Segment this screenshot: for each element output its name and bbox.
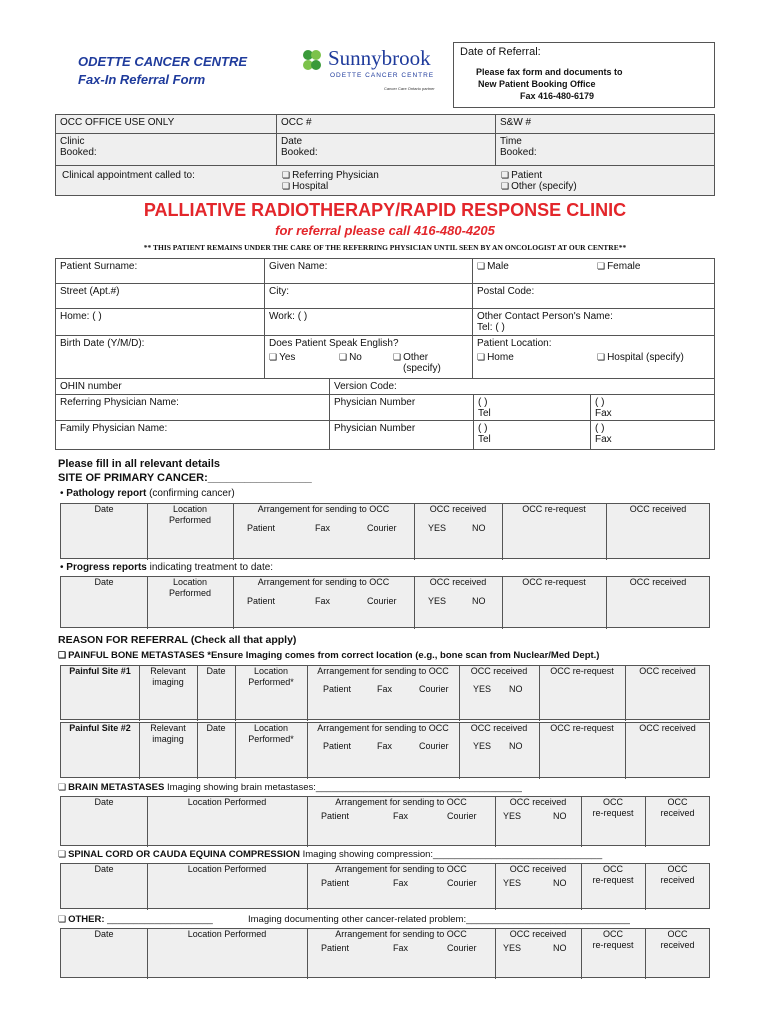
english-yes-label: Yes bbox=[279, 352, 296, 363]
given-name-field[interactable]: Given Name: bbox=[264, 258, 473, 284]
spinal-arrangement-col bbox=[307, 864, 496, 910]
home-phone-field[interactable]: Home: ( ) bbox=[55, 308, 265, 336]
referral-date-label: Date of Referral: bbox=[460, 46, 541, 58]
pathology-heading: • Pathology report (confirming cancer) bbox=[60, 488, 235, 499]
progress-rerequest-label: OCC re-request bbox=[522, 577, 586, 587]
progress-arrangement-label: Arrangement for sending to OCC bbox=[257, 577, 390, 587]
logo-name: Sunnybrook bbox=[328, 46, 431, 70]
site1-rerequest-label: OCC re-request bbox=[550, 666, 614, 676]
ref-tel-label: Tel bbox=[478, 408, 491, 419]
progress-received-col bbox=[606, 577, 710, 629]
site1-received-label: OCC received bbox=[639, 666, 696, 676]
patient-surname-field[interactable]: Patient Surname: bbox=[55, 258, 265, 284]
clinic-booked-2: Booked: bbox=[60, 147, 97, 158]
progress-occ-received-label: OCC received bbox=[429, 577, 487, 587]
pathology-location-label: Location bbox=[172, 504, 208, 514]
fax-instruction-1: Please fax form and documents to bbox=[476, 67, 623, 77]
form-title: Fax-In Referral Form bbox=[78, 72, 206, 87]
spinal-received-col bbox=[645, 864, 710, 910]
site2-date-col bbox=[197, 723, 236, 779]
other-specify-checkbox[interactable] bbox=[501, 181, 577, 192]
bone-metastases-label: PAINFUL BONE METASTASES *Ensure Imaging comes from correct location (e.g., bone scan from Nuclear/Med Dept.) bbox=[68, 650, 600, 661]
family-fax-label: Fax bbox=[595, 434, 612, 445]
clinic-booked bbox=[55, 133, 277, 166]
site2-received-label: OCC received bbox=[639, 723, 696, 733]
site1-patient-label: Patient bbox=[323, 684, 352, 694]
site2-label: Painful Site #2 bbox=[69, 723, 131, 733]
ref-physician-number-field[interactable]: Physician Number bbox=[329, 394, 474, 421]
brain-occ-label: OCC bbox=[603, 797, 623, 807]
pathology-received-label: OCC received bbox=[629, 504, 687, 514]
site2-occ-received-label: OCC received bbox=[470, 723, 528, 733]
progress-fax-label: Fax bbox=[315, 596, 331, 606]
pathology-occ-received-label: OCC received bbox=[429, 504, 487, 514]
fax-instruction-3: Fax 416-480-6179 bbox=[520, 91, 595, 101]
occ-number-label: OCC # bbox=[276, 114, 496, 134]
spinal-received-label: received bbox=[660, 875, 695, 885]
spinal-table bbox=[60, 863, 710, 909]
spinal-date-col bbox=[61, 864, 148, 910]
site2-location-col bbox=[235, 723, 308, 779]
english-no-checkbox[interactable] bbox=[339, 352, 362, 363]
progress-location-label: Location bbox=[172, 577, 208, 587]
other-occ-received-col bbox=[495, 929, 582, 979]
site2-rerequest-label: OCC re-request bbox=[550, 723, 614, 733]
site1-performed-label: Performed* bbox=[248, 677, 294, 687]
site2-imaging-label: imaging bbox=[152, 734, 184, 744]
other-yes-label: YES bbox=[503, 943, 522, 953]
spinal-courier-label: Courier bbox=[447, 878, 477, 888]
pathology-fax-label: Fax bbox=[315, 523, 331, 533]
referral-date-box bbox=[453, 42, 715, 108]
centre-name: ODETTE CANCER CENTRE bbox=[78, 54, 248, 69]
sw-number-label: S&W # bbox=[495, 114, 715, 134]
progress-date-col bbox=[61, 577, 148, 629]
pathology-received-col bbox=[606, 504, 710, 560]
site2-arrangement-label: Arrangement for sending to OCC bbox=[317, 723, 449, 733]
brain-received-label: received bbox=[660, 808, 695, 818]
spinal-cord-checkbox[interactable] bbox=[58, 849, 602, 860]
other-arrangement-label: Arrangement for sending to OCC bbox=[335, 929, 467, 939]
city-field[interactable]: City: bbox=[264, 283, 473, 309]
progress-courier-label: Courier bbox=[367, 596, 397, 606]
progress-performed-label: Performed bbox=[168, 588, 212, 598]
site2-rerequest-col bbox=[539, 723, 626, 779]
site2-label-col bbox=[61, 723, 140, 779]
fill-details-heading: Please fill in all relevant details bbox=[58, 458, 221, 470]
other-contact-field[interactable] bbox=[472, 308, 715, 336]
spinal-bold: SPINAL CORD OR CAUDA EQUINA COMPRESSION bbox=[68, 849, 300, 860]
brain-location-label: Location Performed bbox=[187, 797, 267, 807]
female-label: Female bbox=[607, 261, 641, 272]
brain-courier-label: Courier bbox=[447, 811, 477, 821]
care-notice: ** THIS PATIENT REMAINS UNDER THE CARE OF THE REFERRING PHYSICIAN UNTIL SEEN BY AN ONCOLOGIST AT OUR CENTRE** bbox=[143, 243, 627, 252]
brain-table bbox=[60, 796, 710, 846]
pathology-table bbox=[60, 503, 710, 559]
site1-relevant-label: Relevant bbox=[150, 666, 186, 676]
speak-english-cell bbox=[264, 335, 473, 379]
other-courier-label: Courier bbox=[447, 943, 477, 953]
other-arrangement-col bbox=[307, 929, 496, 979]
male-label: Male bbox=[487, 261, 509, 272]
site1-no-label: NO bbox=[509, 684, 523, 694]
brain-rerequest-col bbox=[581, 797, 646, 847]
ref-fax-label: Fax bbox=[595, 408, 612, 419]
other-fax-label: Fax bbox=[393, 943, 409, 953]
brain-metastases-checkbox[interactable] bbox=[58, 782, 522, 793]
time-booked-2: Booked: bbox=[500, 147, 537, 158]
birth-date-field[interactable]: Birth Date (Y/M/D): bbox=[55, 335, 265, 379]
other-specify-label: Other (specify) bbox=[511, 181, 577, 192]
other-received-label: received bbox=[660, 940, 695, 950]
fax-instruction-2: New Patient Booking Office bbox=[478, 79, 596, 89]
hospital-checkbox[interactable] bbox=[282, 181, 328, 192]
family-tel-label: Tel bbox=[478, 434, 491, 445]
brain-bold: BRAIN METASTASES bbox=[68, 782, 165, 793]
time-booked bbox=[495, 133, 715, 166]
spinal-occ-received-col bbox=[495, 864, 582, 910]
bone-metastases-checkbox[interactable] bbox=[58, 650, 599, 661]
pathology-date-col bbox=[61, 504, 148, 560]
hospital-label: Hospital bbox=[292, 181, 329, 192]
reason-heading: REASON FOR REFERRAL (Check all that apply) bbox=[58, 634, 297, 646]
site1-received-col bbox=[625, 666, 710, 721]
site2-performed-label: Performed* bbox=[248, 734, 294, 744]
site1-occ-received-label: OCC received bbox=[470, 666, 528, 676]
brain-received-col bbox=[645, 797, 710, 847]
family-physician-number-field[interactable]: Physician Number bbox=[329, 420, 474, 450]
painful-site-1-table bbox=[60, 665, 710, 720]
site1-imaging-col bbox=[139, 666, 198, 721]
female-checkbox[interactable] bbox=[597, 261, 640, 272]
painful-site-2-table bbox=[60, 722, 710, 778]
location-hospital-checkbox[interactable] bbox=[597, 352, 684, 363]
spinal-rerequest-col bbox=[581, 864, 646, 910]
pathology-arrangement-col bbox=[233, 504, 415, 560]
referring-physician-checkbox[interactable] bbox=[282, 170, 379, 181]
progress-table bbox=[60, 576, 710, 628]
other-date-col bbox=[61, 929, 148, 979]
speak-english-label: Does Patient Speak English? bbox=[269, 338, 399, 349]
site2-arrangement-col bbox=[307, 723, 460, 779]
site2-courier-label: Courier bbox=[419, 741, 449, 751]
patient-location-label: Patient Location: bbox=[477, 338, 552, 349]
site1-courier-label: Courier bbox=[419, 684, 449, 694]
brain-occ-received-label: OCC received bbox=[509, 797, 567, 807]
progress-received-label: OCC received bbox=[629, 577, 687, 587]
contact-name-label: Other Contact Person's Name: bbox=[477, 311, 613, 322]
referring-physician-label: Referring Physician bbox=[292, 170, 379, 181]
pathology-arrangement-label: Arrangement for sending to OCC bbox=[257, 504, 390, 514]
brain-location-col bbox=[147, 797, 308, 847]
patient-label: Patient bbox=[511, 170, 543, 181]
spinal-occ-label: OCC bbox=[603, 864, 623, 874]
clinic-title: PALLIATIVE RADIOTHERAPY/RAPID RESPONSE CLINIC bbox=[143, 200, 627, 220]
location-home-label: Home bbox=[487, 352, 514, 363]
spinal-no-label: NO bbox=[553, 878, 567, 888]
other-blank[interactable]: ____________________ bbox=[104, 914, 213, 925]
pathology-courier-label: Courier bbox=[367, 523, 397, 533]
family-tel-paren: ( ) bbox=[478, 423, 488, 434]
male-checkbox[interactable] bbox=[477, 261, 509, 272]
english-specify-label: (specify) bbox=[403, 363, 441, 374]
spinal-rerequest-label: re-request bbox=[592, 875, 634, 885]
street-field[interactable]: Street (Apt.#) bbox=[55, 283, 265, 309]
site1-yes-label: YES bbox=[473, 684, 492, 694]
progress-location-col bbox=[147, 577, 234, 629]
brain-no-label: NO bbox=[553, 811, 567, 821]
other-table bbox=[60, 928, 710, 978]
site2-occ-received-col bbox=[459, 723, 540, 779]
clinic-booked-1: Clinic bbox=[60, 136, 85, 147]
ohin-field[interactable]: OHIN number bbox=[55, 378, 330, 395]
spinal-occ2-label: OCC bbox=[667, 864, 688, 874]
other-rerequest-label: re-request bbox=[592, 940, 634, 950]
sunnybrook-logo bbox=[300, 46, 440, 96]
location-hospital-label: Hospital (specify) bbox=[607, 352, 684, 363]
brain-patient-label: Patient bbox=[321, 811, 350, 821]
brain-rest: Imaging showing brain metastases:_______________________________________ bbox=[164, 782, 522, 793]
postal-code-field[interactable]: Postal Code: bbox=[472, 283, 715, 309]
other-rerequest-col bbox=[581, 929, 646, 979]
site1-date-label: Date bbox=[206, 666, 226, 676]
family-tel-field[interactable] bbox=[473, 420, 591, 450]
site1-fax-label: Fax bbox=[377, 684, 393, 694]
spinal-location-label: Location Performed bbox=[187, 864, 267, 874]
other-location-col bbox=[147, 929, 308, 979]
ref-fax-field[interactable] bbox=[590, 394, 715, 421]
spinal-patient-label: Patient bbox=[321, 878, 350, 888]
pathology-location-col bbox=[147, 504, 234, 560]
pathology-no-label: NO bbox=[472, 523, 486, 533]
site1-arrangement-label: Arrangement for sending to OCC bbox=[317, 666, 449, 676]
progress-patient-label: Patient bbox=[247, 596, 276, 606]
other-occ-received-label: OCC received bbox=[509, 929, 567, 939]
site1-imaging-label: imaging bbox=[152, 677, 184, 687]
site1-occ-received-col bbox=[459, 666, 540, 721]
site2-yes-label: YES bbox=[473, 741, 492, 751]
time-booked-1: Time bbox=[500, 136, 522, 147]
progress-arrangement-col bbox=[233, 577, 415, 629]
spinal-date-label: Date bbox=[94, 864, 114, 874]
english-other-label: Other bbox=[403, 352, 429, 363]
patient-location-cell bbox=[472, 335, 715, 379]
english-other-checkbox[interactable] bbox=[393, 352, 428, 363]
work-phone-field[interactable]: Work: ( ) bbox=[264, 308, 473, 336]
brain-arrangement-col bbox=[307, 797, 496, 847]
site1-rerequest-col bbox=[539, 666, 626, 721]
sex-cell bbox=[472, 258, 715, 284]
brain-date-label: Date bbox=[94, 797, 114, 807]
clinic-phone: for referral please call 416-480-4205 bbox=[275, 223, 495, 238]
english-yes-checkbox[interactable] bbox=[269, 352, 295, 363]
family-physician-field[interactable]: Family Physician Name: bbox=[55, 420, 330, 450]
pathology-yes-label: YES bbox=[428, 523, 447, 533]
site1-arrangement-col bbox=[307, 666, 460, 721]
spinal-occ-received-label: OCC received bbox=[509, 864, 567, 874]
pathology-date-label: Date bbox=[94, 504, 114, 514]
brain-occ-received-col bbox=[495, 797, 582, 847]
spinal-yes-label: YES bbox=[503, 878, 522, 888]
site1-label: Painful Site #1 bbox=[69, 666, 131, 676]
site1-label-col bbox=[61, 666, 140, 721]
pathology-rerequest-label: OCC re-request bbox=[522, 504, 586, 514]
version-code-field[interactable]: Version Code: bbox=[329, 378, 715, 395]
site2-imaging-col bbox=[139, 723, 198, 779]
progress-occ-received-col bbox=[414, 577, 503, 629]
ref-tel-field[interactable] bbox=[473, 394, 591, 421]
family-fax-paren: ( ) bbox=[595, 423, 605, 434]
progress-yes-label: YES bbox=[428, 596, 447, 606]
other-received-col bbox=[645, 929, 710, 979]
patient-checkbox[interactable] bbox=[501, 170, 542, 181]
progress-date-label: Date bbox=[94, 577, 114, 587]
site2-date-label: Date bbox=[206, 723, 226, 733]
other-date-label: Date bbox=[94, 929, 114, 939]
spinal-location-col bbox=[147, 864, 308, 910]
progress-rerequest-col bbox=[502, 577, 607, 629]
pathology-rest: (confirming cancer) bbox=[146, 488, 235, 499]
date-booked-1: Date bbox=[281, 136, 303, 147]
progress-bold: Progress reports bbox=[66, 562, 147, 573]
spinal-arrangement-label: Arrangement for sending to OCC bbox=[335, 864, 467, 874]
other-location-label: Location Performed bbox=[187, 929, 267, 939]
brain-arrangement-label: Arrangement for sending to OCC bbox=[335, 797, 467, 807]
logo-sub: ODETTE CANCER CENTRE bbox=[330, 72, 435, 79]
progress-no-label: NO bbox=[472, 596, 486, 606]
site2-location-label: Location bbox=[253, 723, 289, 733]
site1-location-label: Location bbox=[253, 666, 289, 676]
location-home-checkbox[interactable] bbox=[477, 352, 514, 363]
other-occ2-label: OCC bbox=[667, 929, 688, 939]
brain-fax-label: Fax bbox=[393, 811, 409, 821]
site2-fax-label: Fax bbox=[377, 741, 393, 751]
pathology-patient-label: Patient bbox=[247, 523, 276, 533]
pathology-occ-received-col bbox=[414, 504, 503, 560]
flower-icon bbox=[300, 48, 324, 74]
site1-location-col bbox=[235, 666, 308, 721]
logo-tag: Cancer Care Ontario partner bbox=[384, 86, 435, 91]
brain-rerequest-label: re-request bbox=[592, 808, 634, 818]
other-reason-checkbox[interactable] bbox=[58, 914, 213, 925]
site2-patient-label: Patient bbox=[323, 741, 352, 751]
pathology-rerequest-col bbox=[502, 504, 607, 560]
progress-heading: • Progress reports indicating treatment to date: bbox=[60, 562, 274, 573]
referring-physician-field[interactable]: Referring Physician Name: bbox=[55, 394, 330, 421]
brain-occ2-label: OCC bbox=[667, 797, 688, 807]
office-use-label: OCC OFFICE USE ONLY bbox=[55, 114, 277, 134]
pathology-performed-label: Performed bbox=[168, 515, 212, 525]
site2-no-label: NO bbox=[509, 741, 523, 751]
primary-cancer-site[interactable]: SITE OF PRIMARY CANCER:_________________ bbox=[58, 472, 312, 484]
other-bold: OTHER: bbox=[68, 914, 105, 925]
date-booked-2: Booked: bbox=[281, 147, 318, 158]
pathology-bold: Pathology report bbox=[66, 488, 147, 499]
ref-fax-paren: ( ) bbox=[595, 397, 605, 408]
date-booked bbox=[276, 133, 496, 166]
other-occ-label: OCC bbox=[603, 929, 623, 939]
spinal-rest: Imaging showing compression:________________________________ bbox=[299, 849, 603, 860]
progress-rest: indicating treatment to date: bbox=[146, 562, 274, 573]
site2-relevant-label: Relevant bbox=[150, 723, 186, 733]
other-imaging-label: Imaging documenting other cancer-related problem:_______________________________ bbox=[248, 914, 630, 925]
appointment-called-label: Clinical appointment called to: bbox=[62, 170, 195, 181]
other-no-label: NO bbox=[553, 943, 567, 953]
brain-date-col bbox=[61, 797, 148, 847]
contact-tel-label: Tel: ( ) bbox=[477, 322, 505, 333]
other-patient-label: Patient bbox=[321, 943, 350, 953]
english-no-label: No bbox=[349, 352, 362, 363]
brain-yes-label: YES bbox=[503, 811, 522, 821]
spinal-fax-label: Fax bbox=[393, 878, 409, 888]
site1-date-col bbox=[197, 666, 236, 721]
ref-tel-paren: ( ) bbox=[478, 397, 488, 408]
family-fax-field[interactable] bbox=[590, 420, 715, 450]
site2-received-col bbox=[625, 723, 710, 779]
